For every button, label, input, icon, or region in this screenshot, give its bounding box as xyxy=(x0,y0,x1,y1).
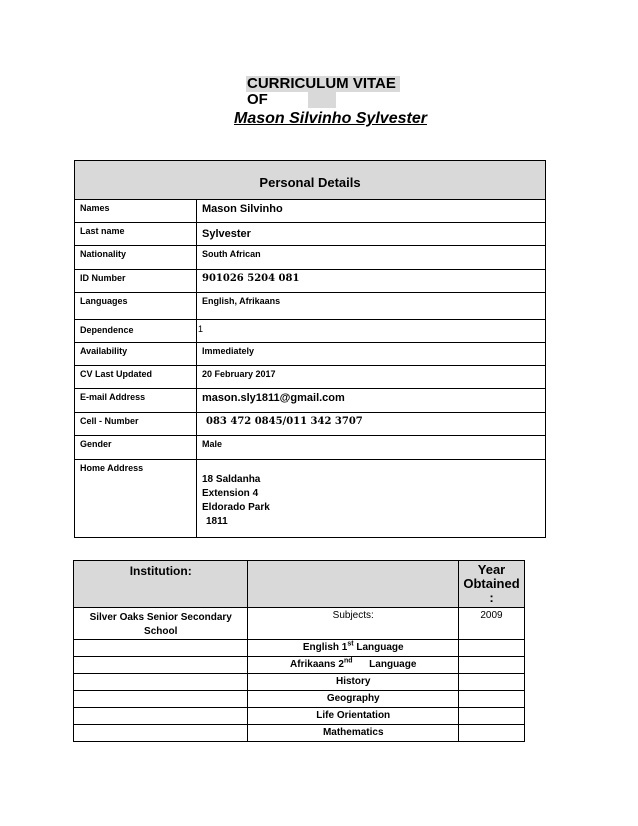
label-languages: Languages xyxy=(75,293,197,319)
label-cv-last-updated: CV Last Updated xyxy=(75,366,197,388)
cv-title: CURRICULUM VITAE xyxy=(246,76,400,92)
school-name: Silver Oaks Senior Secondary School xyxy=(74,608,248,640)
row-home-address xyxy=(75,460,545,537)
row-nationality xyxy=(75,246,545,270)
value-languages: English, Afrikaans xyxy=(202,296,281,306)
row-cell-number xyxy=(75,413,545,436)
value-last-name: Sylvester xyxy=(202,228,251,240)
year-header-line-1: Year xyxy=(477,562,506,577)
subject-english: English 1st Language xyxy=(248,640,459,657)
highlight-block xyxy=(308,92,336,108)
subject-geography: Geography xyxy=(248,691,459,708)
row-cv-last-updated xyxy=(75,366,545,389)
label-nationality: Nationality xyxy=(75,246,197,269)
subject-row xyxy=(74,674,525,691)
subject-row xyxy=(74,691,525,708)
subject-row xyxy=(74,640,525,657)
label-last-name: Last name xyxy=(75,223,197,245)
year-obtained-header xyxy=(459,561,525,608)
row-last-name xyxy=(75,223,545,246)
address-line-postcode: 1811 xyxy=(206,516,228,527)
year-header-line-2: Obtained xyxy=(463,576,520,591)
value-email: mason.sly1811@gmail.com xyxy=(202,392,345,404)
personal-details-table xyxy=(74,160,546,538)
value-home-address xyxy=(197,460,545,537)
education-table xyxy=(73,560,525,742)
value-availability: Immediately xyxy=(202,346,255,356)
value-cell-number: 083 472 0845/011 342 3707 xyxy=(206,416,363,427)
row-names xyxy=(75,200,545,223)
label-id-number: ID Number xyxy=(75,270,197,292)
school-row xyxy=(74,608,525,640)
cv-of-line xyxy=(246,92,336,108)
education-header-row xyxy=(74,561,525,608)
row-gender xyxy=(75,436,545,460)
candidate-name: Mason Silvinho Sylvester xyxy=(234,110,427,127)
row-availability xyxy=(75,343,545,366)
subject-mathematics: Mathematics xyxy=(248,725,459,742)
subject-row xyxy=(74,708,525,725)
row-dependence xyxy=(75,320,545,343)
subject-life-orientation: Life Orientation xyxy=(248,708,459,725)
row-id-number xyxy=(75,270,545,293)
address-line-area: Eldorado Park xyxy=(202,502,270,513)
subject-history: History xyxy=(248,674,459,691)
value-dependence: 1 xyxy=(198,324,204,334)
label-gender: Gender xyxy=(75,436,197,459)
year-header-line-3: : xyxy=(489,590,494,605)
label-home-address: Home Address xyxy=(75,460,197,537)
value-id-number: 901026 5204 081 xyxy=(202,273,300,284)
address-line-suburb: Extension 4 xyxy=(202,488,259,499)
personal-details-heading: Personal Details xyxy=(75,161,545,200)
subjects-header: Subjects: xyxy=(248,608,459,640)
subject-row xyxy=(74,657,525,674)
label-dependence: Dependence xyxy=(75,320,197,342)
institution-header: Institution: xyxy=(74,561,248,608)
address-line-street: 18 Saldanha xyxy=(202,474,261,485)
row-email xyxy=(75,389,545,413)
subject-row xyxy=(74,725,525,742)
value-nationality: South African xyxy=(202,249,261,259)
year-obtained-value: 2009 xyxy=(459,608,525,640)
label-availability: Availability xyxy=(75,343,197,365)
empty-header-cell xyxy=(248,561,459,608)
value-cv-last-updated: 20 February 2017 xyxy=(202,369,276,379)
value-gender: Male xyxy=(202,439,223,449)
label-names: Names xyxy=(75,200,197,222)
value-names: Mason Silvinho xyxy=(202,203,283,215)
cv-of-text: OF xyxy=(247,91,268,108)
label-cell-number: Cell - Number xyxy=(75,413,197,435)
subject-afrikaans: Afrikaans 2nd Language xyxy=(248,657,459,674)
label-email: E-mail Address xyxy=(75,389,197,412)
row-languages xyxy=(75,293,545,320)
